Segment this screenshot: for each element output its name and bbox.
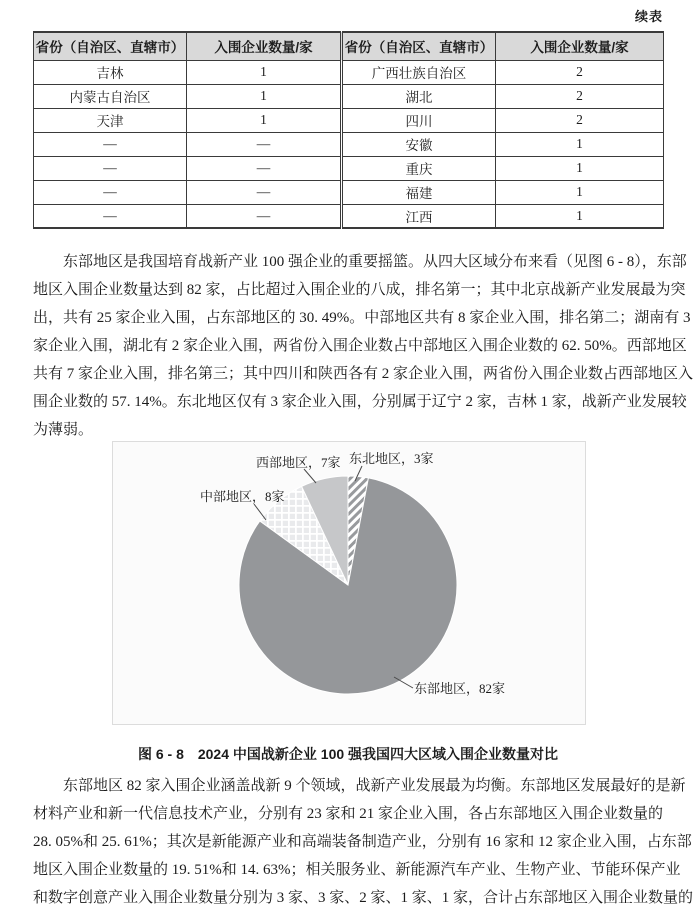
provinces-table <box>33 31 664 229</box>
table-cell: 福建 <box>342 180 496 204</box>
table-row <box>34 132 664 156</box>
table-cell: — <box>187 156 342 180</box>
table-cell: 2 <box>496 84 664 108</box>
table-row <box>34 84 664 108</box>
table-cell: 广西壮族自治区 <box>342 60 496 84</box>
pie-chart-svg <box>113 442 587 726</box>
table-cell: — <box>34 204 187 228</box>
text-line: 和数字创意产业入围企业数量分别为 3 家、3 家、2 家、1 家、1 家，合计占东部地区入围企业数量的 <box>33 890 694 906</box>
leader-line <box>304 469 316 483</box>
column-header: 入围企业数量/家 <box>496 32 664 60</box>
table-cell: — <box>187 204 342 228</box>
figure-frame <box>112 441 586 725</box>
table-cell: 江西 <box>342 204 496 228</box>
pie-slice-label: 东部地区，82家 <box>414 681 506 696</box>
table-cell: 安徽 <box>342 132 496 156</box>
table-cell: — <box>187 180 342 204</box>
provinces-table-body <box>34 60 664 228</box>
table-cell: — <box>187 132 342 156</box>
table-cell: — <box>34 156 187 180</box>
text-line: 东部地区是我国培育战新产业 100 强企业的重要摇篮。从四大区域分布来看（见图 6 - 8），东部 <box>63 254 687 270</box>
figure-caption: 图 6 - 8 2024 中国战新企业 100 强我国四大区域入围企业数量对比 <box>137 746 559 762</box>
table-cell: 重庆 <box>342 156 496 180</box>
column-header: 省份（自治区、直辖市） <box>342 32 496 60</box>
table-cell: 1 <box>496 180 664 204</box>
text-line: 为薄弱。 <box>33 422 94 438</box>
table-row <box>34 108 664 132</box>
paragraph-east-industries <box>33 772 694 909</box>
text-line: 围企业数的 57. 14%。东北地区仅有 3 家企业入围，分别属于辽宁 2 家，吉林 1 家，战新产业发展较 <box>33 394 687 410</box>
table-cell: 天津 <box>34 108 187 132</box>
pie-slice-label: 东北地区，3家 <box>349 451 434 466</box>
table-cell: 1 <box>187 60 342 84</box>
continued-table-label: 续表 <box>634 9 663 24</box>
text-line: 东部地区 82 家入围企业涵盖战新 9 个领域，战新产业发展最为均衡。东部地区发展最好的是新 <box>63 778 686 794</box>
leader-line <box>254 504 266 520</box>
table-cell: 1 <box>496 204 664 228</box>
table-cell: 1 <box>496 132 664 156</box>
table-cell: 内蒙古自治区 <box>34 84 187 108</box>
table-row <box>34 60 664 84</box>
table-row <box>34 204 664 228</box>
paragraph-region-distribution <box>33 248 694 444</box>
text-line: 家企业入围，湖北有 2 家企业入围，两省份入围企业数占中部地区入围企业数的 62. 50%。西部地区 <box>33 338 687 354</box>
table-cell: 2 <box>496 60 664 84</box>
column-header: 入围企业数量/家 <box>187 32 342 60</box>
table-cell: — <box>34 180 187 204</box>
table-cell: 湖北 <box>342 84 496 108</box>
table-cell: 1 <box>187 108 342 132</box>
table-cell: 1 <box>187 84 342 108</box>
table-cell: 四川 <box>342 108 496 132</box>
table-cell: 吉林 <box>34 60 187 84</box>
pie-slice-label: 中部地区，8家 <box>200 489 285 504</box>
table-cell: — <box>34 132 187 156</box>
text-line: 地区入围企业数量达到 82 家，占比超过入围企业的八成，排名第一；其中北京战新产业发展最为突 <box>33 282 686 298</box>
text-line: 28. 05%和 25. 61%；其次是新能源产业和高端装备制造产业，分别有 16 家和 12 家企业入围，占东部 <box>33 834 692 850</box>
table-cell: 1 <box>496 156 664 180</box>
table-row <box>34 156 664 180</box>
column-header: 省份（自治区、直辖市） <box>34 32 187 60</box>
pie-slice-label: 西部地区，7家 <box>256 455 341 470</box>
text-line: 地区入围企业数量的 19. 51%和 14. 63%；相关服务业、新能源汽车产业、生物产业、节能环保产业 <box>33 862 681 878</box>
table-row <box>34 180 664 204</box>
text-line: 出，共有 25 家企业入围，占东部地区的 30. 49%。中部地区共有 8 家企业入围，排名第二；湖南有 3 <box>33 310 691 326</box>
text-line: 共有 7 家企业入围，排名第三；其中四川和陕西各有 2 家企业入围，两省份入围企业数占西部地区入 <box>33 366 694 382</box>
text-line: 材料产业和新一代信息技术产业，分别有 23 家和 21 家企业入围，各占东部地区入围企业数量的 <box>33 806 664 822</box>
table-header-row <box>34 32 664 60</box>
table-cell: 2 <box>496 108 664 132</box>
